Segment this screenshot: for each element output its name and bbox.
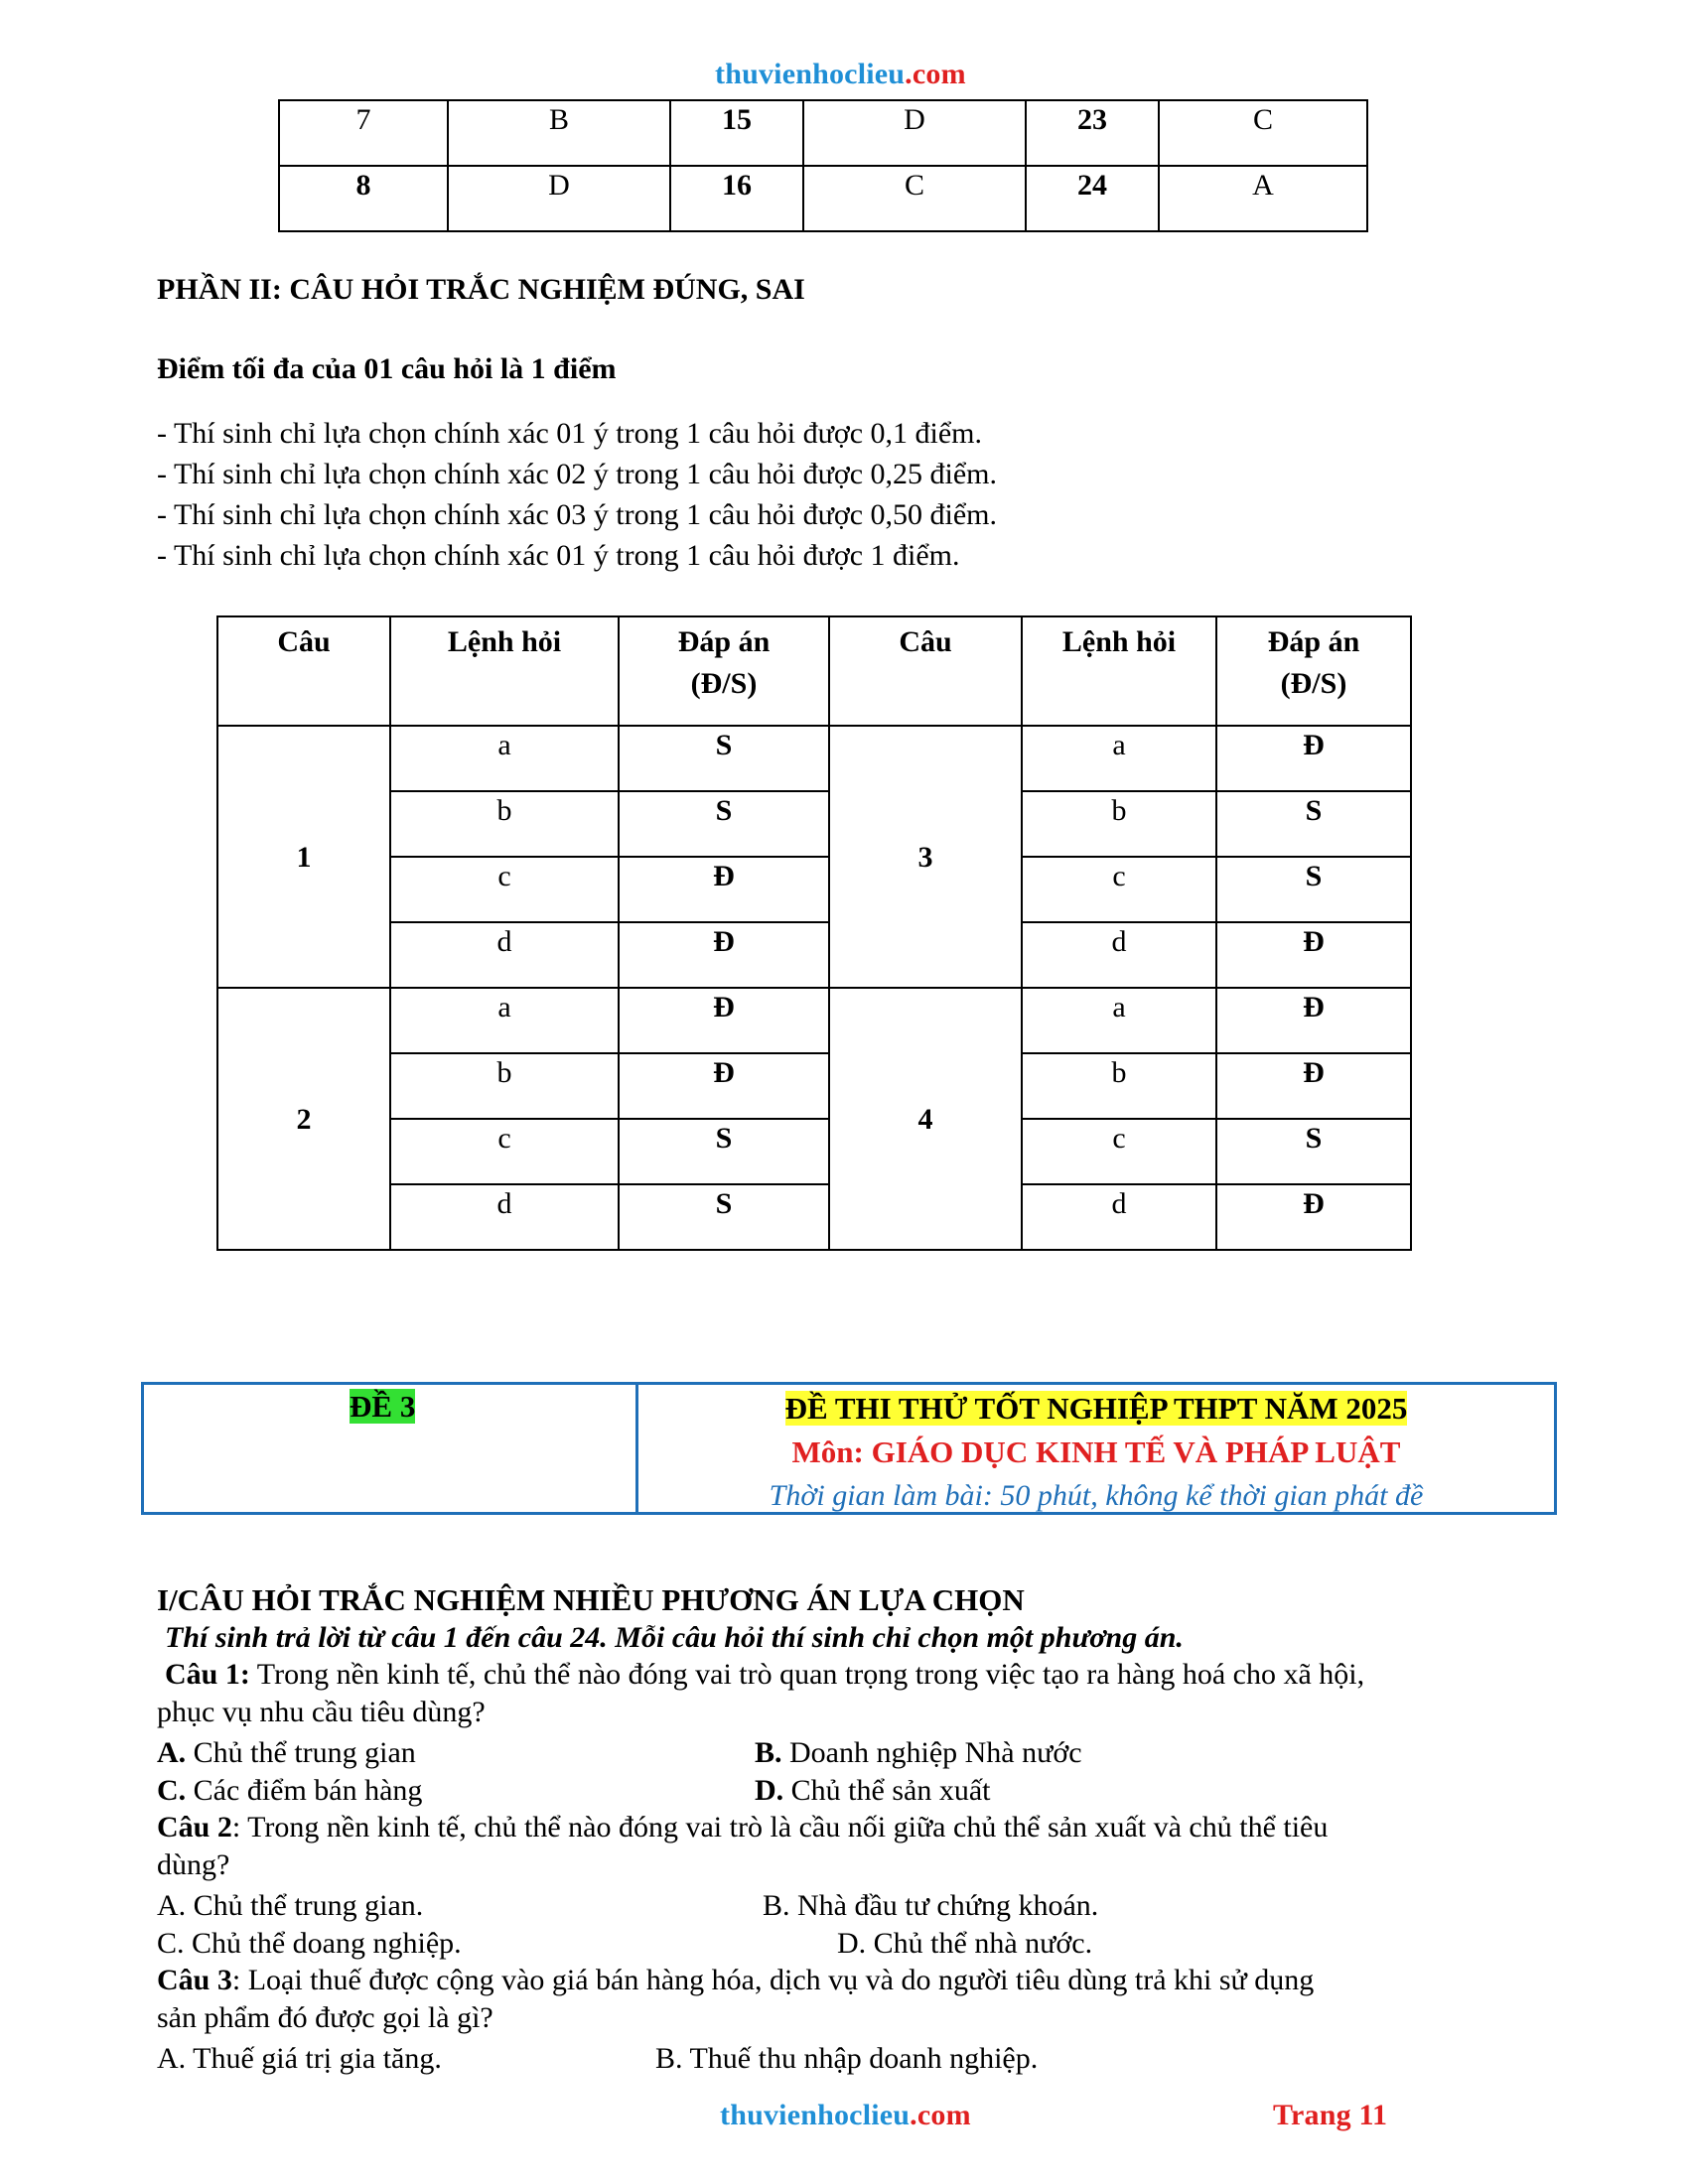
header-lenh-hoi: Lệnh hỏi	[1022, 616, 1216, 726]
table-row	[217, 922, 1411, 988]
sub-question: b	[390, 1053, 619, 1119]
page-number: Trang 11	[1273, 2099, 1388, 2131]
answer-cell: Đ	[1216, 922, 1411, 988]
question-text: : Loại thuế được cộng vào giá bán hàng hóa, dịch vụ và do người tiêu dùng trả khi sử dụng	[231, 1964, 1315, 1996]
sub-question: a	[390, 988, 619, 1053]
answer-table-part1	[278, 99, 1368, 232]
answer-cell: A	[1159, 166, 1367, 231]
sub-question: c	[1022, 857, 1216, 922]
sub-question: d	[1022, 1184, 1216, 1250]
answer-cell: S	[1216, 1119, 1411, 1184]
question-number: 2	[217, 988, 390, 1250]
answer-cell: Đ	[1216, 1184, 1411, 1250]
question-number: 1	[217, 726, 390, 988]
answer-cell: S	[1216, 857, 1411, 922]
q1-option-d: D. Chủ thể sản xuất	[755, 1774, 991, 1807]
rule-line: - Thí sinh chỉ lựa chọn chính xác 01 ý trong 1 câu hỏi được 1 điểm.	[157, 539, 960, 572]
header-cau: Câu	[829, 616, 1022, 726]
question-label: Câu 1:	[165, 1658, 250, 1691]
question-number: 16	[670, 166, 803, 231]
table-row	[217, 1053, 1411, 1119]
exam-title: ĐỀ THI THỬ TỐT NGHIỆP THPT NĂM 2025	[784, 1391, 1408, 1426]
answer-cell: D	[803, 100, 1026, 166]
exam-subject: Môn: GIÁO DỤC KINH TẾ VÀ PHÁP LUẬT	[791, 1434, 1401, 1469]
question-number: 23	[1026, 100, 1159, 166]
table-row	[279, 100, 1367, 166]
exam-header-box	[141, 1382, 1557, 1515]
question-number: 24	[1026, 166, 1159, 231]
question-1	[157, 1656, 1567, 1731]
part2-title: PHẦN II: CÂU HỎI TRẮC NGHIỆM ĐÚNG, SAI	[157, 273, 805, 306]
table-row	[217, 1119, 1411, 1184]
answer-cell: Đ	[619, 922, 829, 988]
q2-option-d: D. Chủ thể nhà nước.	[837, 1927, 1093, 1960]
table-row	[217, 857, 1411, 922]
sub-question: c	[1022, 1119, 1216, 1184]
part2-max-score: Điểm tối đa của 01 câu hỏi là 1 điểm	[157, 352, 617, 385]
answer-table-part2	[216, 615, 1412, 1251]
sub-question: d	[1022, 922, 1216, 988]
footer-brand: thuvienhoclieu.com	[720, 2099, 971, 2131]
sub-question: b	[390, 791, 619, 857]
header-brand: thuvienhoclieu.com	[715, 58, 966, 90]
rule-line: - Thí sinh chỉ lựa chọn chính xác 01 ý trong 1 câu hỏi được 0,1 điểm.	[157, 417, 982, 450]
question-number: 8	[279, 166, 448, 231]
question-text: phục vụ nhu cầu tiêu dùng?	[157, 1696, 486, 1728]
header-dap-an: Đáp án (Đ/S)	[1216, 616, 1411, 726]
sub-question: c	[390, 1119, 619, 1184]
part1-instruction: Thí sinh trả lời từ câu 1 đến câu 24. Mỗi câu hỏi thí sinh chỉ chọn một phương án.	[165, 1621, 1184, 1654]
q1-option-b: B. Doanh nghiệp Nhà nước	[755, 1736, 1082, 1769]
answer-cell: C	[803, 166, 1026, 231]
part1-title: I/CÂU HỎI TRẮC NGHIỆM NHIỀU PHƯƠNG ÁN LỰA CHỌN	[157, 1582, 1025, 1617]
table-row	[217, 988, 1411, 1053]
q2-option-a: A. Chủ thể trung gian.	[157, 1889, 424, 1922]
answer-cell: Đ	[619, 1053, 829, 1119]
part2-rules	[157, 413, 997, 576]
table-row	[217, 1184, 1411, 1250]
q3-option-b: B. Thuế thu nhập doanh nghiệp.	[655, 2042, 1039, 2075]
question-number: 4	[829, 988, 1022, 1250]
question-2	[157, 1809, 1567, 1884]
exam-time: Thời gian làm bài: 50 phút, không kể thời gian phát đề	[769, 1479, 1424, 1512]
answer-cell: Đ	[619, 857, 829, 922]
table-header-row	[217, 616, 1411, 726]
answer-cell: Đ	[619, 988, 829, 1053]
question-3	[157, 1962, 1567, 2037]
exam-code: ĐỀ 3	[350, 1389, 416, 1424]
answer-cell: Đ	[1216, 726, 1411, 791]
header-lenh-hoi: Lệnh hỏi	[390, 616, 619, 726]
question-number: 7	[279, 100, 448, 166]
header-dap-an: Đáp án (Đ/S)	[619, 616, 829, 726]
question-label: Câu 2	[157, 1811, 232, 1843]
table-row	[279, 166, 1367, 231]
sub-question: d	[390, 1184, 619, 1250]
exam-title-block	[638, 1387, 1554, 1518]
question-text: sản phẩm đó được gọi là gì?	[157, 2001, 493, 2034]
q1-option-a: A. Chủ thể trung gian	[157, 1736, 416, 1769]
answer-cell: C	[1159, 100, 1367, 166]
question-text: Trong nền kinh tế, chủ thể nào đóng vai trò quan trọng trong việc tạo ra hàng hoá cho xã hội,	[249, 1658, 1365, 1691]
question-label: Câu 3	[157, 1964, 232, 1996]
q2-option-c: C. Chủ thể doang nghiệp.	[157, 1927, 462, 1960]
answer-cell: S	[619, 726, 829, 791]
answer-cell: S	[1216, 791, 1411, 857]
question-text: : Trong nền kinh tế, chủ thể nào đóng vai trò là cầu nối giữa chủ thể sản xuất và chủ thể tiêu	[231, 1811, 1329, 1843]
answer-cell: S	[619, 791, 829, 857]
table-row	[217, 791, 1411, 857]
sub-question: c	[390, 857, 619, 922]
rule-line: - Thí sinh chỉ lựa chọn chính xác 03 ý trong 1 câu hỏi được 0,50 điểm.	[157, 498, 997, 531]
sub-question: b	[1022, 1053, 1216, 1119]
sub-question: a	[1022, 988, 1216, 1053]
question-number: 3	[829, 726, 1022, 988]
answer-cell: S	[619, 1119, 829, 1184]
answer-cell: S	[619, 1184, 829, 1250]
answer-cell: B	[448, 100, 670, 166]
question-text: dùng?	[157, 1848, 230, 1881]
q2-option-b: B. Nhà đầu tư chứng khoán.	[763, 1889, 1099, 1922]
sub-question: a	[390, 726, 619, 791]
header-cau: Câu	[217, 616, 390, 726]
answer-cell: D	[448, 166, 670, 231]
rule-line: - Thí sinh chỉ lựa chọn chính xác 02 ý trong 1 câu hỏi được 0,25 điểm.	[157, 458, 997, 490]
answer-cell: Đ	[1216, 1053, 1411, 1119]
sub-question: a	[1022, 726, 1216, 791]
q3-option-a: A. Thuế giá trị gia tăng.	[157, 2042, 442, 2075]
sub-question: d	[390, 922, 619, 988]
question-number: 15	[670, 100, 803, 166]
table-row	[217, 726, 1411, 791]
q1-option-c: C. Các điểm bán hàng	[157, 1774, 423, 1807]
answer-cell: Đ	[1216, 988, 1411, 1053]
sub-question: b	[1022, 791, 1216, 857]
